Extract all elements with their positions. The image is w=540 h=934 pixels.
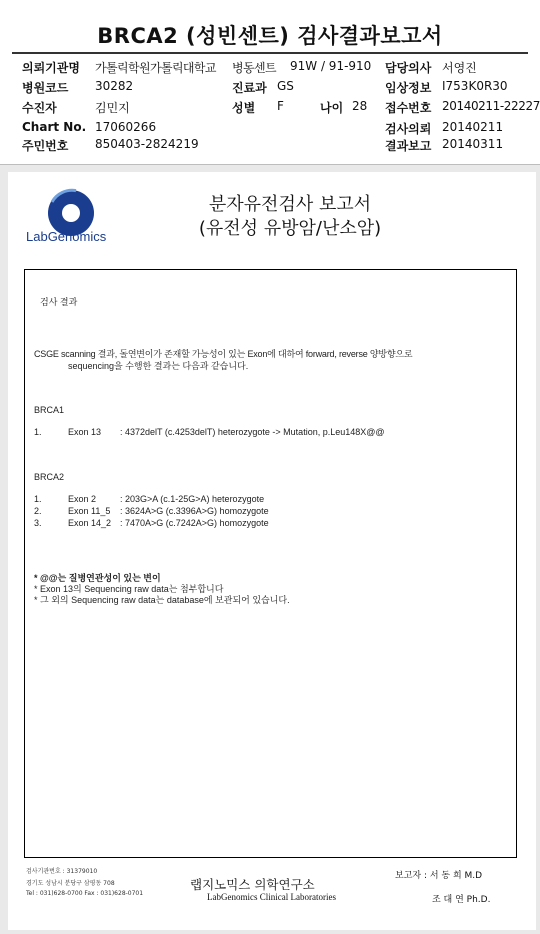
brca1-row-result: : 4372delT (c.4253delT) heterozygote -> Mutation, p.Leu148X@@ xyxy=(120,427,385,437)
field-label-chart-no: Chart No. xyxy=(22,120,87,134)
brca2-row-num: 2. xyxy=(34,506,42,516)
footer-lab-name-ko: 랩지노믹스 의학연구소 xyxy=(190,877,315,892)
footer-second-signer: 조 대 연 Ph.D. xyxy=(432,895,491,905)
brca2-heading: BRCA2 xyxy=(34,472,65,482)
footer-lab-name-en: LabGenomics Clinical Laboratories xyxy=(207,892,336,902)
field-label-sex: 성별 xyxy=(232,101,256,115)
footer-phone: Tel : 031)628-0700 Fax : 031)628-0701 xyxy=(26,890,144,897)
field-label-receipt-no: 접수번호 xyxy=(385,101,432,115)
field-label-age: 나이 xyxy=(320,101,344,115)
brca2-row-exon: Exon 2 xyxy=(68,494,97,504)
intro-text-line1: CSGE scanning 결과, 돌연변이가 존재할 가능성이 있는 Exon에 대하여 forward, reverse 양방향으로 xyxy=(34,349,413,359)
brca2-row-num: 3. xyxy=(34,518,42,528)
field-value-clinical-info: I753K0R30 xyxy=(442,79,508,93)
field-label-department: 진료과 xyxy=(232,81,267,95)
field-value-age: 28 xyxy=(352,99,368,113)
field-label-institution: 의뢰기관명 xyxy=(22,61,80,75)
note-line: * 그 외의 Sequencing raw data는 database에 보관되어 있습니다. xyxy=(34,595,290,605)
brca1-heading: BRCA1 xyxy=(34,405,65,415)
field-value-institution: 가톨릭학원가톨릭대학교 xyxy=(95,61,216,75)
field-value-sex: F xyxy=(277,99,284,113)
field-value-chart-no: 17060266 xyxy=(95,120,157,134)
brca2-row-exon: Exon 14_2 xyxy=(68,518,112,528)
brca2-row-result: : 7470A>G (c.7242A>G) homozygote xyxy=(120,518,269,528)
field-value-reported: 20140311 xyxy=(442,137,504,151)
field-label-patient: 수진자 xyxy=(22,101,57,115)
footer-reporter: 보고자 : 서 동 희 M.D xyxy=(395,871,483,881)
intro-text-line2: sequencing을 수행한 결과는 다음과 같습니다. xyxy=(68,361,249,371)
logo-text: LabGenomics xyxy=(26,229,107,244)
footer-address: 경기도 성남시 분당구 삼평동 708 xyxy=(26,880,115,887)
field-label-reported: 결과보고 xyxy=(385,139,432,153)
field-label-resident-no: 주민번호 xyxy=(22,139,69,153)
report-title: 분자유전검사 보고서 xyxy=(208,194,372,215)
field-value-resident-no: 850403-2824219 xyxy=(95,137,199,151)
field-value-doctor: 서영진 xyxy=(442,61,477,75)
footer-reg-no: 검사기관번호 : 31379010 xyxy=(26,868,98,875)
field-label-clinical-info: 임상정보 xyxy=(385,81,432,95)
brca1-row-exon: Exon 13 xyxy=(68,427,102,437)
field-value-requested: 20140211 xyxy=(442,120,504,134)
field-label-requested: 검사의뢰 xyxy=(385,122,432,136)
report-subtitle: (유전성 유방암/난소암) xyxy=(198,218,382,239)
brca2-row-result: : 3624A>G (c.3396A>G) homozygote xyxy=(120,506,269,516)
note-line: * @@는 질병연관성이 있는 변이 xyxy=(34,573,161,583)
field-value-department: GS xyxy=(277,79,294,93)
field-value-receipt-no: 20140211-22227 xyxy=(442,99,540,113)
brca1-row-num: 1. xyxy=(34,427,42,437)
header-divider xyxy=(12,52,528,54)
field-label-doctor: 담당의사 xyxy=(385,61,432,75)
brca2-row-num: 1. xyxy=(34,494,42,504)
field-value-patient: 김민지 xyxy=(95,101,130,115)
field-value-hospital-code: 30282 xyxy=(95,79,134,93)
page-title: BRCA2 (성빈센트) 검사결과보고서 xyxy=(97,24,443,48)
field-label-ward: 병동센트 xyxy=(232,61,276,75)
report-header xyxy=(0,0,540,165)
brca2-row-exon: Exon 11_5 xyxy=(68,506,111,516)
field-value-ward: 91W / 91-910 xyxy=(290,59,372,73)
note-line: * Exon 13의 Sequencing raw data는 첨부합니다 xyxy=(34,584,224,594)
section-label: 검사 결과 xyxy=(40,297,78,307)
brca2-row-result: : 203G>A (c.1-25G>A) heterozygote xyxy=(120,494,265,504)
field-label-hospital-code: 병원코드 xyxy=(22,81,69,95)
